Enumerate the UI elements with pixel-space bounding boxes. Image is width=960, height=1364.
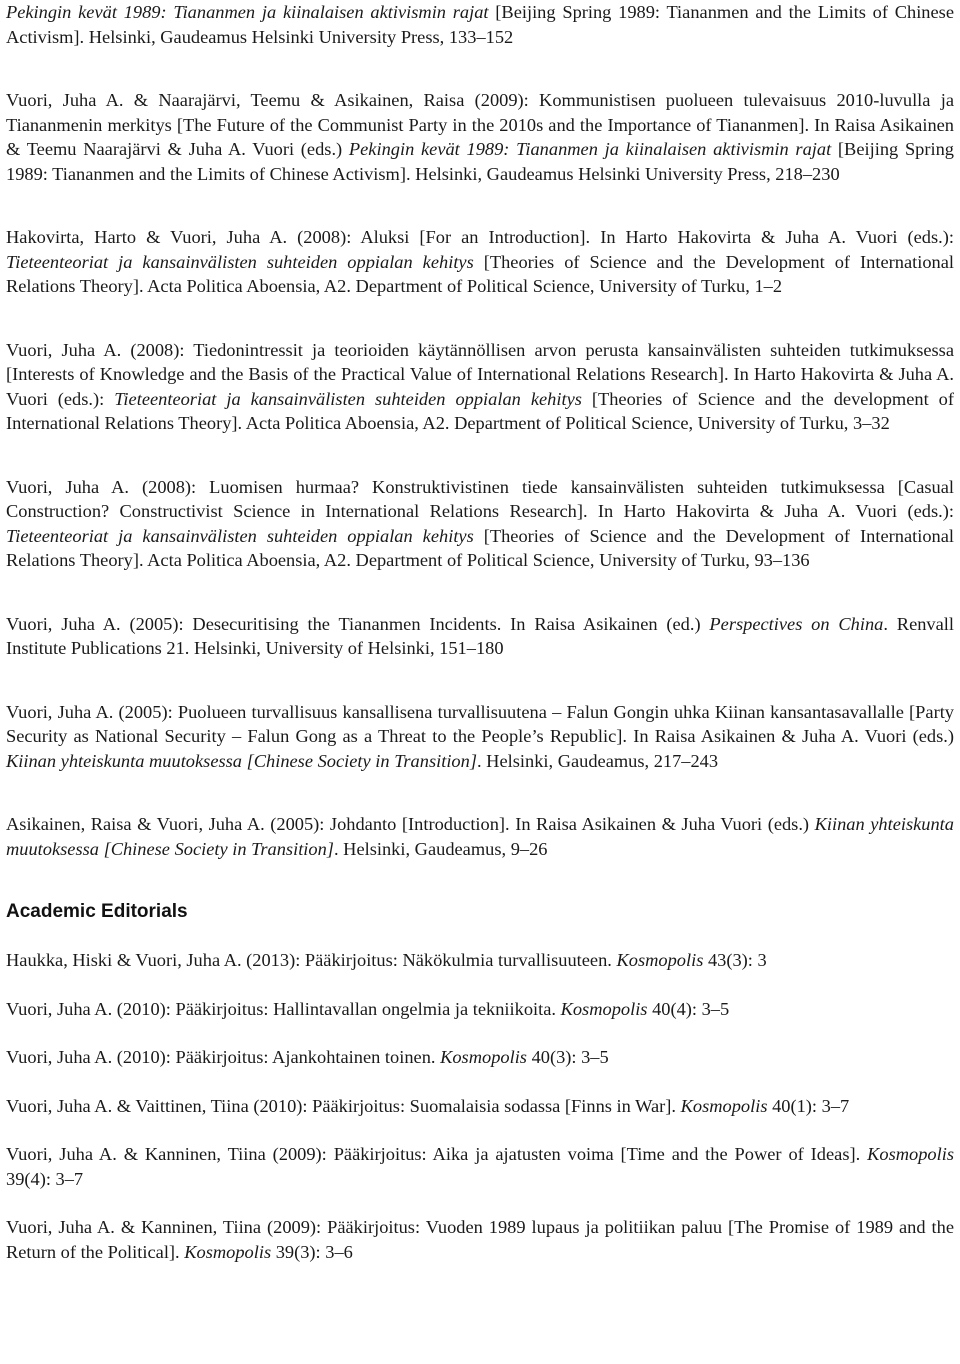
reference-part: [Theories of Science and the development of International Relations Theory]. Acta Politica Aboensia, A2. Department of Political Science, University of Turku, 3–32 xyxy=(6,388,954,433)
reference-part: . Helsinki, Gaudeamus, 9–26 xyxy=(333,838,548,859)
editorial-part: Kosmopolis xyxy=(440,1047,527,1067)
reference-entry xyxy=(6,612,954,661)
reference-part: Tieteenteoriat ja kansainvälisten suhteiden oppialan kehitys xyxy=(114,388,582,409)
editorial-part: Kosmopolis xyxy=(560,998,648,1019)
editorial-entry xyxy=(6,948,954,973)
reference-part: Kiinan yhteiskunta muutoksessa [Chinese Society in Transition] xyxy=(6,750,477,771)
reference-part: . Renvall Institute Publications 21. Helsinki, University of Helsinki, 151–180 xyxy=(6,613,955,658)
editorial-entry xyxy=(6,1142,954,1191)
reference-part: [Beijing Spring 1989: Tiananmen and the Limits of Chinese Activism]. Helsinki, Gaudeamus Helsinki University Press, 218–230 xyxy=(6,139,954,184)
reference-entry xyxy=(6,812,954,861)
reference-part: Kiinan yhteiskunta muutoksessa [Chinese Society in Transition] xyxy=(6,814,954,859)
reference-part: Hakovirta, Harto & Vuori, Juha A. (2008): Aluksi [For an Introduction]. In Harto Hakovirta & Juha A. Vuori (eds.): xyxy=(6,227,954,247)
reference-part: Pekingin kevät 1989: Tiananmen ja kiinalaisen aktivismin rajat xyxy=(348,139,832,159)
editorial-part: Haukka, Hiski & Vuori, Juha A. (2013): Pääkirjoitus: Näkökulmia turvallisuuteen. xyxy=(6,950,617,970)
reference-part: Perspectives on China xyxy=(709,613,884,634)
reference-entry xyxy=(6,700,954,774)
reference-entry xyxy=(6,225,954,299)
editorial-entry xyxy=(6,1215,954,1264)
reference-part: Vuori, Juha A. (2008): Luomisen hurmaa? Konstruktivistinen tiede kansainvälisten suhteiden tutkimuksessa [Casual Construction? Constructivist Science in International Relations Research]. In Harto Hakovirta & Juha A. Vuori (eds.): xyxy=(6,476,954,521)
reference-part: Asikainen, Raisa & Vuori, Juha A. (2005): Johdanto [Introduction]. In Raisa Asikainen & Juha Vuori (eds.) xyxy=(6,814,815,834)
reference-part: [Theories of Science and the Development of International Relations Theory]. Acta Politica Aboensia, A2. Department of Political Science, University of Turku, 1–2 xyxy=(6,251,954,296)
document-page xyxy=(6,0,954,1264)
reference-part: Tieteenteoriat ja kansainvälisten suhteiden oppialan kehitys xyxy=(6,251,474,272)
editorial-part: Kosmopolis xyxy=(616,950,704,970)
reference-part: Vuori, Juha A. & Naarajärvi, Teemu & Asikainen, Raisa (2009): Kommunistisen puolueen tulevaisuus 2010-luvulla ja Tiananmenin merkitys [The Future of the Communist Party in the 2010s and the Importance of Tiananmen]. In Raisa Asikainen & Teemu Naarajärvi & Juha A. Vuori (eds.) xyxy=(6,90,954,159)
editorial-entry xyxy=(6,1045,954,1070)
editorial-part: Kosmopolis xyxy=(867,1144,954,1164)
editorial-part: 40(3): 3–5 xyxy=(526,1047,609,1067)
editorial-part: 43(3): 3 xyxy=(703,950,767,970)
editorial-list xyxy=(6,948,954,1264)
editorial-entry xyxy=(6,1094,954,1119)
editorial-part: Kosmopolis xyxy=(184,1241,272,1262)
reference-list xyxy=(6,0,954,861)
editorial-part: 39(3): 3–6 xyxy=(271,1241,353,1262)
reference-entry xyxy=(6,88,954,186)
reference-part: Vuori, Juha A. (2008): Tiedonintressit ja teorioiden käytännöllisen arvon perusta kansainvälisten suhteiden tutkimuksessa [Interests of Knowledge and the Basis of the Practical Value of International Relations Research]. In Harto Hakovirta & Juha A. Vuori (eds.): xyxy=(6,339,954,409)
reference-entry xyxy=(6,0,954,49)
reference-part: Vuori, Juha A. (2005): Puolueen turvallisuus kansallisena turvallisuutena – Falun Gongin uhka Kiinan kansantasavallalle [Party Security as National Security – Falun Gong as a Threat to the People’s Republic]. In Raisa Asikainen & Juha A. Vuori (eds.) xyxy=(6,701,954,746)
editorial-part: 39(4): 3–7 xyxy=(6,1168,84,1189)
reference-part: Pekingin kevät 1989: Tiananmen ja kiinalaisen aktivismin rajat xyxy=(6,2,489,22)
reference-part: . Helsinki, Gaudeamus, 217–243 xyxy=(476,750,719,771)
editorial-part: Vuori, Juha A. & Kanninen, Tiina (2009): Pääkirjoitus: Aika ja ajatusten voima [Time and the Power of Ideas]. xyxy=(6,1144,868,1164)
reference-part: [Theories of Science and the Development of International Relations Theory]. Acta Politica Aboensia, A2. Department of Political Science, University of Turku, 93–136 xyxy=(6,525,954,570)
editorial-part: Vuori, Juha A. & Kanninen, Tiina (2009): Pääkirjoitus: Vuoden 1989 lupaus ja politiikan paluu [The Promise of 1989 and the Return of the Political]. xyxy=(6,1217,954,1262)
editorial-part: 40(1): 3–7 xyxy=(767,1095,850,1116)
editorial-part: Vuori, Juha A. & Vaittinen, Tiina (2010): Pääkirjoitus: Suomalaisia sodassa [Finns in War]. xyxy=(6,1095,681,1116)
reference-part: Tieteenteoriat ja kansainvälisten suhteiden oppialan kehitys xyxy=(6,525,474,546)
reference-entry xyxy=(6,475,954,573)
editorial-part: Vuori, Juha A. (2010): Pääkirjoitus: Ajankohtainen toinen. xyxy=(6,1047,441,1067)
reference-entry xyxy=(6,338,954,436)
reference-part: Vuori, Juha A. (2005): Desecuritising the Tiananmen Incidents. In Raisa Asikainen (ed.) xyxy=(6,613,710,634)
editorial-part: Vuori, Juha A. (2010): Pääkirjoitus: Hallintavallan ongelmia ja tekniikoita. xyxy=(6,998,561,1019)
section-heading: Academic Editorials xyxy=(6,901,188,922)
editorial-part: Kosmopolis xyxy=(680,1095,768,1116)
editorial-entry xyxy=(6,997,954,1022)
reference-part: [Beijing Spring 1989: Tiananmen and the Limits of Chinese Activism]. Helsinki, Gaudeamus Helsinki University Press, 133–152 xyxy=(6,2,954,47)
editorial-part: 40(4): 3–5 xyxy=(647,998,730,1019)
